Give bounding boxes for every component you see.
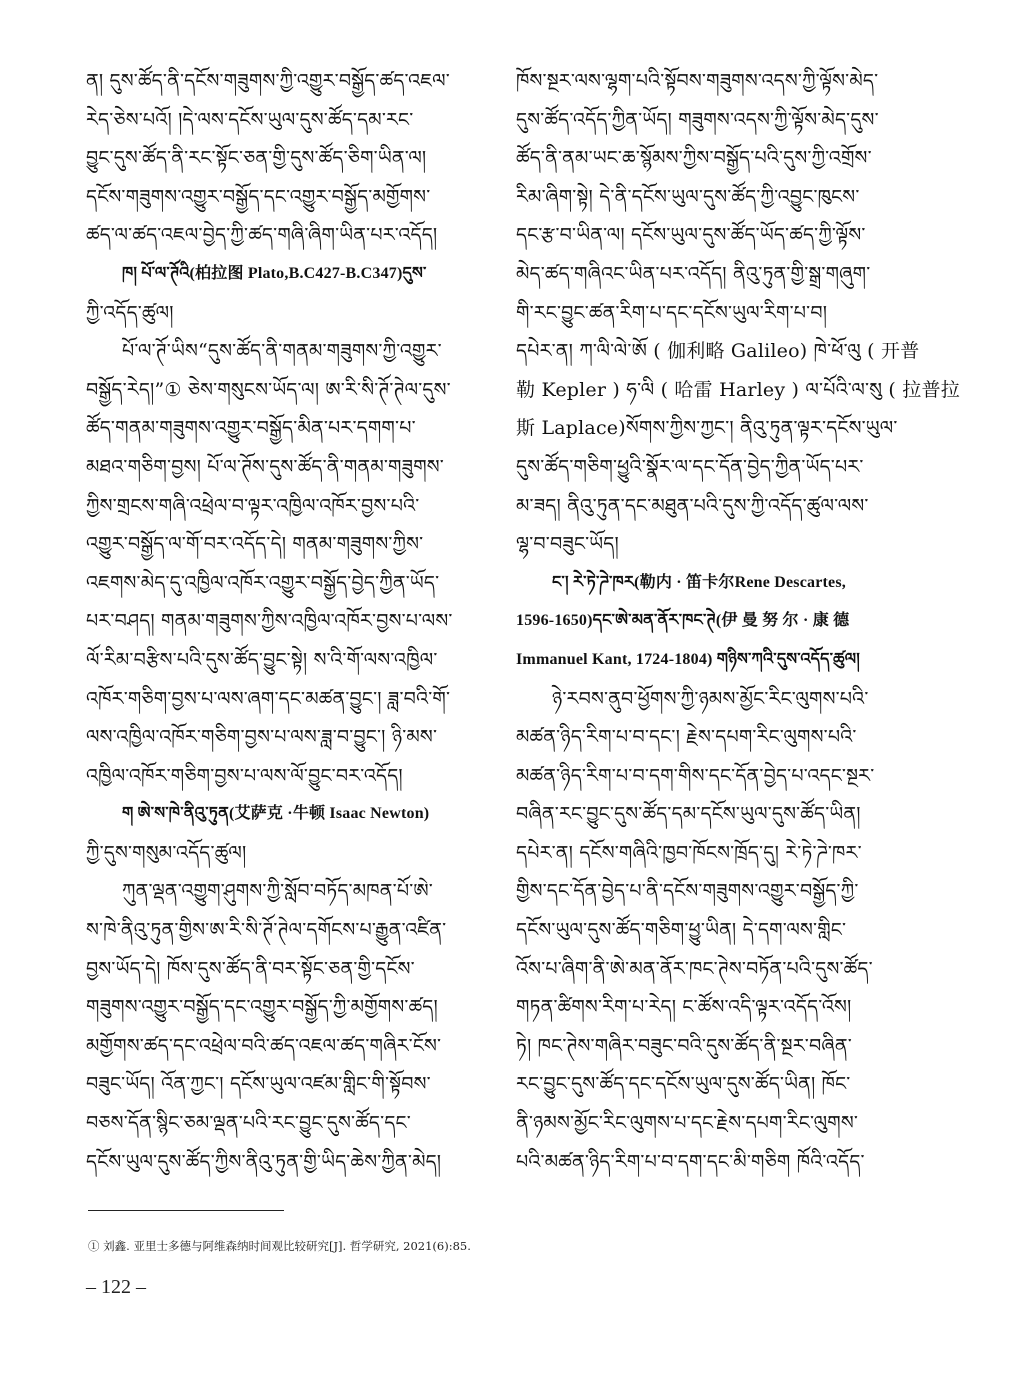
- right-column-line: འོས་པ་ཞིག་ནི་ཨེ་མན་ནོར་ཁང་ཊེས་བཏོན་པའི་དུས་ཚོད་: [516, 957, 873, 980]
- left-column-line: ཀྱི་འདོད་ཚུལ།: [86, 301, 174, 324]
- left-column-line: ག ཨེ་ས་ཁེ་ནིའུ་ཏུན(艾萨克 ·牛顿 Isaac Newton): [122, 805, 430, 823]
- right-column: [516, 62, 960, 1181]
- right-column-line: པའི་མཚན་ཉིད་རིག་པ་བ་དག་དང་མི་གཅིག ཁོའི་འདོད་: [516, 1150, 865, 1173]
- left-column-line: ཀྱི་དུས་གསུམ་འདོད་ཚུལ།: [86, 841, 247, 864]
- right-column-line: གཏན་ཚིགས་རིག་པ་རེད། ང་ཚོས་འདི་ལྟར་འདོད་འོས།: [516, 996, 852, 1019]
- right-column-line: གྱིས་དང་དོན་བྱེད་པ་ནི་དངོས་གཟུགས་འགྱུར་བསྒྱོད་ཀྱི་: [516, 880, 859, 903]
- left-column: [86, 62, 478, 1181]
- right-column-line: མཚན་ཉིད་རིག་པ་བ་དག་གིས་དང་དོན་བྱེད་པ་འདང་སྔར་: [516, 764, 875, 787]
- right-column-line: 勒 Kepler ) ཧ་ལི ( 哈雷 Harley ) ལ་པོའི་ལ་སུ ( 拉普拉: [516, 378, 960, 401]
- right-column-line: དུས་ཚོད་འདོད་ཀྱིན་ཡོད། གཟུགས་འདས་ཀྱི་ལྟོས་མེད་དུས་: [516, 108, 879, 131]
- right-column-line: དངོས་ཡུལ་དུས་ཚོད་གཅིག་ཕྱུ་ཡིན། དེ་དག་ལས་གླིང་: [516, 919, 847, 942]
- left-column-line: ཁ། པོ་ལ་ཊོའི(柏拉图 Plato,B.C427-B.C347)དུས་: [122, 264, 427, 282]
- left-column-line: དངོས་ཡུལ་དུས་ཚོད་ཀྱིས་ནིའུ་ཏུན་གྱི་ཡིད་ཆེས་ཀྱིན་མེད།: [86, 1150, 442, 1173]
- left-column-line: ལོ་རིམ་བརྩིས་པའི་དུས་ཚོད་བྱུང་སྟེ། ས་འི་གོ་ལས་འཁྱིལ་: [86, 648, 438, 671]
- left-column-line: ན། དུས་ཚོད་ནི་དངོས་གཟུགས་ཀྱི་འགྱུར་བསྒྱོད་ཚད་འཇལ་: [86, 70, 450, 92]
- left-column-line: པར་བཤད། གནམ་གཟུགས་ཀྱིས་འཁྱིལ་འཁོར་བྱས་པ་ལས་: [86, 610, 453, 633]
- left-column-line: ཀུན་ལྡན་འགྱུག་ཤུགས་ཀྱི་སློབ་བཏོད་མཁན་པོ་ཨེ་: [122, 880, 433, 903]
- right-column-line: Immanuel Kant, 1724-1804) གཉིས་ཀའི་དུས་འདོད་ཚུལ།: [516, 650, 860, 668]
- right-column-line: ཁོས་སྔར་ལས་ལྷག་པའི་སྟོབས་གཟུགས་འདས་ཀྱི་ལྟོས་མེད་: [516, 70, 879, 92]
- right-column-line: 1596-1650)དང་ཨེ་མན་ནོར་ཁང་ཊེ(伊 曼 努 尔 · 康 德: [516, 612, 850, 630]
- left-column-line: ས་ཁེ་ནིའུ་ཏུན་གྱིས་ཨ་རི་སི་ཊོ་ཊེལ་དགོངས་པ་རྒྱུན་འཛིན་: [86, 919, 447, 942]
- left-column-line: མཐའ་གཅིག་བྱས། པོ་ལ་ཊོས་དུས་ཚོད་ནི་གནམ་གཟུགས་: [86, 455, 444, 478]
- left-column-line: མགྱོགས་ཚད་དང་འཕྲེལ་བའི་ཚད་འཇལ་ཚད་གཞིར་ངོས་: [86, 1034, 442, 1057]
- right-column-line: དང་རྩ་བ་ཡིན་ལ། དངོས་ཡུལ་དུས་ཚོད་ཡོད་ཚད་ཀྱི་ལྟོས་: [516, 224, 866, 247]
- left-column-line: འཁོར་གཅིག་བྱས་པ་ལས་ཞག་དང་མཚན་བྱུང་། ཟླ་བའི་གོ་: [86, 687, 451, 710]
- footnote-divider: [88, 1210, 284, 1211]
- right-column-line: ནི་ཉམས་མྱོང་རིང་ལུགས་པ་དང་རྗེས་དཔག་རིང་ལུགས་: [516, 1112, 859, 1135]
- left-column-line: གཟུགས་འགྱུར་བསྒྱོད་དང་འགྱུར་བསྒྱོད་ཀྱི་མགྱོགས་ཚད།: [86, 996, 438, 1019]
- right-column-line: གི་རང་བྱུང་ཚན་རིག་པ་དང་དངོས་ཡུལ་རིག་པ་བ།: [516, 301, 828, 324]
- right-column-line: དུས་ཚོད་གཅིག་ཕྱུའི་སྣོར་ལ་དང་དོན་བྱེད་ཀྱིན་ཡོད་པར་: [516, 455, 864, 478]
- left-column-line: འགྱུར་བསྒྱོད་ལ་གོ་བར་འདོད་དེ། གནམ་གཟུགས་ཀྱིས་: [86, 533, 424, 556]
- right-column-line: དཔེར་ན། ཀ་ལི་ལེ་ཨོ ( 伽利略 Galileo) ཁེ་ཕོ་ལུ ( 开普: [516, 340, 920, 363]
- right-column-line: ཉེ་རབས་ནུབ་ཕྱོགས་ཀྱི་ཉམས་མྱོང་རིང་ལུགས་པའི་: [552, 687, 869, 710]
- right-column-line: རང་བྱུང་དུས་ཚོད་དང་དངོས་ཡུལ་དུས་ཚོད་ཡིན། ཁོང་: [516, 1073, 851, 1096]
- left-column-line: འཁྱིལ་འཁོར་གཅིག་བྱས་པ་ལས་ལོ་བྱུང་བར་འདོད།: [86, 764, 403, 787]
- right-column-line: དཔེར་ན། དངོས་གཞིའི་ཁྱབ་ཁོངས་ཁྲོད་དུ། རེ་ཏེ་ཌེ་ཁར་: [516, 841, 862, 864]
- right-column-line: མཚན་ཉིད་རིག་པ་བ་དང་། རྗེས་དཔག་རིང་ལུགས་པའི་: [516, 726, 857, 749]
- left-column-line: རེད་ཅེས་པའོ། །དེ་ལས་དངོས་ཡུལ་དུས་ཚོད་དམ་རང་: [86, 108, 414, 131]
- left-column-line: བྱུང་དུས་ཚོད་ནི་རང་སྟོང་ཅན་གྱི་དུས་ཚོད་ཅིག་ཡིན་ལ།: [86, 147, 427, 170]
- left-column-line: པོ་ལ་ཊོ་ཡིས“དུས་ཚོད་ནི་གནམ་གཟུགས་ཀྱི་འགྱུར་: [122, 340, 442, 363]
- right-column-line: ལྷ་བ་བཟུང་ཡོད།: [516, 533, 619, 556]
- right-column-line: མེད་ཚད་གཞིའང་ཡིན་པར་འདོད། ནིའུ་ཏུན་གྱི་སྒྲ་གཞུག་: [516, 262, 871, 285]
- left-column-line: ཚོད་གནམ་གཟུགས་འགྱུར་བསྒྱོད་མིན་པར་དགག་པ་: [86, 417, 416, 440]
- footnote: ① 刘鑫. 亚里士多德与阿维森纳时间观比较研究[J]. 哲学研究, 2021(6):85.: [88, 1239, 471, 1253]
- left-column-line: ལས་འཁྱིལ་འཁོར་གཅིག་བྱས་པ་ལས་ཟླ་བ་བྱུང་། ཉི་མས་: [86, 726, 438, 749]
- left-column-line: བསྒྱོད་རེད།”① ཅེས་གསུངས་ཡོད་ལ། ཨ་རི་སི་ཊོ་ཊེལ་དུས་: [86, 378, 451, 401]
- right-column-line: ཚོད་ནི་ནམ་ཡང་ཆ་སྙོམས་ཀྱིས་བསྒྱོད་པའི་དུས་ཀྱི་འགྲོས་: [516, 147, 872, 170]
- left-column-line: བཟུང་ཡོད། འོན་ཀྱང་། དངོས་ཡུལ་འཛམ་གླིང་གི་སྟོབས་: [86, 1073, 431, 1096]
- right-column-line: མ་ཟད། ནིའུ་ཏུན་དང་མཐུན་པའི་དུས་ཀྱི་འདོད་ཚུལ་ལས་: [516, 494, 869, 517]
- left-column-line: འཇགས་མེད་དུ་འཁྱིལ་འཁོར་འགྱུར་བསྒྱོད་བྱེད་ཀྱིན་ཡོད་: [86, 571, 440, 594]
- left-column-line: བཅས་དོན་སྙིང་ཅམ་ལྡན་པའི་རང་བྱུང་དུས་ཚོད་དང་: [86, 1112, 411, 1135]
- left-column-line: དངོས་གཟུགས་འགྱུར་བསྒྱོད་དང་འགྱུར་བསྒྱོད་མགྱོགས་: [86, 185, 431, 208]
- right-column-line: བཞིན་རང་བྱུང་དུས་ཚོད་དམ་དངོས་ཡུལ་དུས་ཚོད་ཡིན།: [516, 803, 861, 826]
- right-column-line: རིམ་ཞིག་སྟེ། དེ་ནི་དངོས་ཡུལ་དུས་ཚོད་ཀྱི་འབྱུང་ཁུངས་: [516, 185, 860, 208]
- left-column-line: ཀྱིས་གྲངས་གཞི་འཕྲེལ་བ་ལྟར་འཁྱིལ་འཁོར་བྱས་པའི་: [86, 494, 420, 517]
- right-column-line: ཏེ། ཁང་ཊེས་གཞིར་བཟུང་བའི་དུས་ཚོད་ནི་སྔར་བཞིན་: [516, 1034, 852, 1057]
- right-column-line: ང་། རེ་ཏེ་ཌེ་ཁར(勒内 · 笛卡尔Rene Descartes,: [552, 573, 846, 591]
- left-column-line: བྱས་ཡོད་དེ། ཁོས་དུས་ཚོད་ནི་བར་སྟོང་ཅན་གྱི་དངོས་: [86, 957, 415, 980]
- right-column-line: 斯 Laplace)སོགས་ཀྱིས་ཀྱང་། ནིའུ་ཏུན་ལྟར་དངོས་ཡུལ་: [516, 417, 898, 440]
- left-column-line: ཚད་ལ་ཚད་འཇལ་བྱེད་ཀྱི་ཚད་གཞི་ཞིག་ཡིན་པར་འདོད།: [86, 224, 438, 247]
- page-number: – 122 –: [86, 1276, 146, 1298]
